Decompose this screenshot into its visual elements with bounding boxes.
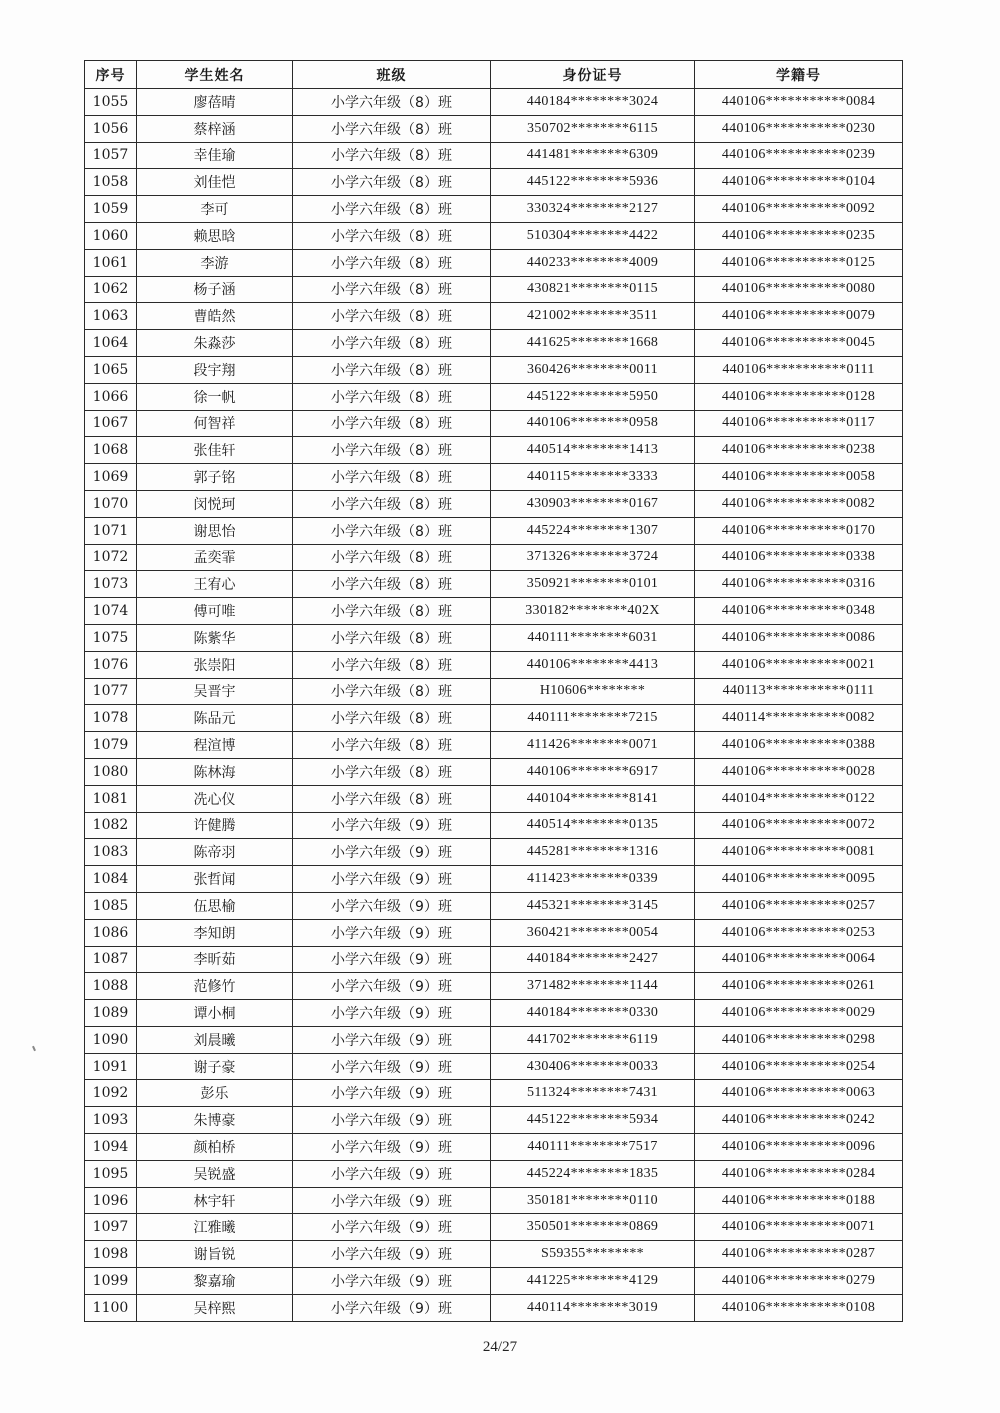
table-row (85, 1214, 903, 1241)
cell-id: 440514********1413 (491, 437, 695, 464)
cell-id: 360426********0011 (491, 356, 695, 383)
cell-sid: 440106***********0111 (695, 356, 903, 383)
cell-sid: 440106***********0188 (695, 1187, 903, 1214)
table-row (85, 892, 903, 919)
cell-name: 李知朗 (137, 919, 293, 946)
cell-id: 371326********3724 (491, 544, 695, 571)
cell-class: 小学六年级（9）班 (293, 1268, 491, 1295)
cell-class: 小学六年级（9）班 (293, 812, 491, 839)
cell-sid: 440106***********0058 (695, 464, 903, 491)
cell-id: 445122********5934 (491, 1107, 695, 1134)
cell-seq: 1077 (85, 678, 137, 705)
cell-id: S59355******** (491, 1241, 695, 1268)
cell-name: 幸佳瑜 (137, 142, 293, 169)
cell-name: 许健腾 (137, 812, 293, 839)
cell-sid: 440106***********0128 (695, 383, 903, 410)
table-row (85, 1294, 903, 1321)
cell-name: 李可 (137, 196, 293, 223)
table-row (85, 598, 903, 625)
cell-seq: 1093 (85, 1107, 137, 1134)
cell-sid: 440106***********0279 (695, 1268, 903, 1295)
cell-name: 陈林海 (137, 758, 293, 785)
table-row (85, 705, 903, 732)
table-row (85, 651, 903, 678)
table-row (85, 330, 903, 357)
cell-name: 曹皓然 (137, 303, 293, 330)
cell-class: 小学六年级（8）班 (293, 89, 491, 116)
cell-name: 陈紫华 (137, 624, 293, 651)
cell-sid: 440113***********0111 (695, 678, 903, 705)
table-row (85, 464, 903, 491)
cell-name: 林宇轩 (137, 1187, 293, 1214)
cell-id: 445321********3145 (491, 892, 695, 919)
cell-class: 小学六年级（8）班 (293, 115, 491, 142)
cell-sid: 440106***********0095 (695, 866, 903, 893)
cell-name: 颜柏桥 (137, 1134, 293, 1161)
cell-class: 小学六年级（9）班 (293, 1294, 491, 1321)
cell-name: 徐一帆 (137, 383, 293, 410)
cell-class: 小学六年级（9）班 (293, 1053, 491, 1080)
cell-name: 杨子涵 (137, 276, 293, 303)
cell-name: 陈帝羽 (137, 839, 293, 866)
table-row (85, 1268, 903, 1295)
cell-name: 张哲闻 (137, 866, 293, 893)
cell-class: 小学六年级（8）班 (293, 464, 491, 491)
table-row (85, 517, 903, 544)
cell-seq: 1069 (85, 464, 137, 491)
cell-name: 刘佳恺 (137, 169, 293, 196)
cell-class: 小学六年级（9）班 (293, 866, 491, 893)
cell-name: 冼心仪 (137, 785, 293, 812)
cell-seq: 1079 (85, 732, 137, 759)
cell-id: 440184********2427 (491, 946, 695, 973)
cell-id: 430821********0115 (491, 276, 695, 303)
cell-id: 421002********3511 (491, 303, 695, 330)
cell-seq: 1059 (85, 196, 137, 223)
cell-class: 小学六年级（8）班 (293, 249, 491, 276)
cell-seq: 1072 (85, 544, 137, 571)
cell-name: 江雅曦 (137, 1214, 293, 1241)
cell-class: 小学六年级（8）班 (293, 437, 491, 464)
cell-class: 小学六年级（8）班 (293, 571, 491, 598)
cell-seq: 1055 (85, 89, 137, 116)
cell-name: 陈品元 (137, 705, 293, 732)
cell-class: 小学六年级（9）班 (293, 973, 491, 1000)
cell-class: 小学六年级（8）班 (293, 785, 491, 812)
cell-sid: 440106***********0045 (695, 330, 903, 357)
cell-seq: 1067 (85, 410, 137, 437)
cell-seq: 1085 (85, 892, 137, 919)
table-row (85, 624, 903, 651)
table-row (85, 437, 903, 464)
cell-class: 小学六年级（8）班 (293, 196, 491, 223)
cell-sid: 440106***********0028 (695, 758, 903, 785)
cell-id: 440514********0135 (491, 812, 695, 839)
cell-seq: 1075 (85, 624, 137, 651)
cell-class: 小学六年级（9）班 (293, 892, 491, 919)
cell-seq: 1100 (85, 1294, 137, 1321)
page-number: 24/27 (482, 1339, 518, 1355)
cell-sid: 440106***********0253 (695, 919, 903, 946)
cell-id: 430903********0167 (491, 490, 695, 517)
cell-id: 510304********4422 (491, 222, 695, 249)
cell-class: 小学六年级（9）班 (293, 1160, 491, 1187)
cell-sid: 440106***********0238 (695, 437, 903, 464)
table-row (85, 866, 903, 893)
cell-name: 李游 (137, 249, 293, 276)
cell-seq: 1095 (85, 1160, 137, 1187)
cell-class: 小学六年级（8）班 (293, 678, 491, 705)
cell-sid: 440106***********0254 (695, 1053, 903, 1080)
cell-seq: 1060 (85, 222, 137, 249)
cell-class: 小学六年级（8）班 (293, 758, 491, 785)
cell-name: 彭乐 (137, 1080, 293, 1107)
table-row (85, 1160, 903, 1187)
table-row (85, 1241, 903, 1268)
header-student-name: 学生姓名 (137, 61, 293, 89)
cell-class: 小学六年级（8）班 (293, 276, 491, 303)
table-row (85, 89, 903, 116)
cell-name: 吴梓熙 (137, 1294, 293, 1321)
cell-sid: 440106***********0071 (695, 1214, 903, 1241)
cell-id: 440106********4413 (491, 651, 695, 678)
cell-name: 傅可唯 (137, 598, 293, 625)
cell-class: 小学六年级（9）班 (293, 839, 491, 866)
table-row (85, 946, 903, 973)
cell-class: 小学六年级（9）班 (293, 1241, 491, 1268)
cell-id: 440184********0330 (491, 1000, 695, 1027)
cell-id: 440111********7215 (491, 705, 695, 732)
cell-id: 441225********4129 (491, 1268, 695, 1295)
cell-name: 闵悦珂 (137, 490, 293, 517)
cell-sid: 440106***********0125 (695, 249, 903, 276)
cell-seq: 1094 (85, 1134, 137, 1161)
cell-id: 440111********7517 (491, 1134, 695, 1161)
student-roster-table (84, 60, 903, 1322)
cell-name: 吴锐盛 (137, 1160, 293, 1187)
cell-name: 范修竹 (137, 973, 293, 1000)
table-row (85, 785, 903, 812)
cell-name: 谢旨锐 (137, 1241, 293, 1268)
cell-sid: 440106***********0298 (695, 1026, 903, 1053)
cell-seq: 1083 (85, 839, 137, 866)
table-row (85, 1134, 903, 1161)
cell-name: 谭小桐 (137, 1000, 293, 1027)
table-row (85, 678, 903, 705)
cell-class: 小学六年级（8）班 (293, 490, 491, 517)
cell-id: 430406********0033 (491, 1053, 695, 1080)
cell-name: 廖蓓晴 (137, 89, 293, 116)
cell-id: 350921********0101 (491, 571, 695, 598)
table-row (85, 732, 903, 759)
table-row (85, 1053, 903, 1080)
cell-id: 440106********6917 (491, 758, 695, 785)
cell-id: 445224********1835 (491, 1160, 695, 1187)
cell-seq: 1061 (85, 249, 137, 276)
cell-seq: 1087 (85, 946, 137, 973)
cell-sid: 440106***********0287 (695, 1241, 903, 1268)
cell-seq: 1066 (85, 383, 137, 410)
cell-sid: 440106***********0230 (695, 115, 903, 142)
cell-seq: 1097 (85, 1214, 137, 1241)
cell-class: 小学六年级（8）班 (293, 330, 491, 357)
table-row (85, 1187, 903, 1214)
cell-sid: 440106***********0239 (695, 142, 903, 169)
cell-id: 330182********402X (491, 598, 695, 625)
cell-seq: 1081 (85, 785, 137, 812)
cell-seq: 1064 (85, 330, 137, 357)
cell-name: 孟奕霏 (137, 544, 293, 571)
cell-seq: 1057 (85, 142, 137, 169)
cell-name: 王宥心 (137, 571, 293, 598)
table-row (85, 169, 903, 196)
cell-id: 441481********6309 (491, 142, 695, 169)
cell-seq: 1076 (85, 651, 137, 678)
cell-sid: 440106***********0242 (695, 1107, 903, 1134)
table-row (85, 115, 903, 142)
table-row (85, 142, 903, 169)
table-row (85, 276, 903, 303)
cell-id: 330324********2127 (491, 196, 695, 223)
table-row (85, 571, 903, 598)
cell-seq: 1070 (85, 490, 137, 517)
cell-seq: 1098 (85, 1241, 137, 1268)
cell-class: 小学六年级（8）班 (293, 383, 491, 410)
cell-id: 411423********0339 (491, 866, 695, 893)
cell-class: 小学六年级（8）班 (293, 356, 491, 383)
cell-id: 350501********0869 (491, 1214, 695, 1241)
cell-seq: 1088 (85, 973, 137, 1000)
table-row (85, 1080, 903, 1107)
cell-seq: 1071 (85, 517, 137, 544)
cell-sid: 440106***********0080 (695, 276, 903, 303)
cell-id: 441702********6119 (491, 1026, 695, 1053)
cell-name: 朱博豪 (137, 1107, 293, 1134)
cell-sid: 440106***********0081 (695, 839, 903, 866)
cell-sid: 440106***********0235 (695, 222, 903, 249)
cell-id: 411426********0071 (491, 732, 695, 759)
cell-id: 440114********3019 (491, 1294, 695, 1321)
cell-seq: 1058 (85, 169, 137, 196)
cell-name: 谢思怡 (137, 517, 293, 544)
cell-class: 小学六年级（9）班 (293, 1134, 491, 1161)
cell-sid: 440106***********0108 (695, 1294, 903, 1321)
cell-name: 蔡梓涵 (137, 115, 293, 142)
cell-name: 何智祥 (137, 410, 293, 437)
table-row (85, 383, 903, 410)
cell-class: 小学六年级（8）班 (293, 732, 491, 759)
cell-sid: 440106***********0092 (695, 196, 903, 223)
cell-sid: 440106***********0029 (695, 1000, 903, 1027)
cell-id: 511324********7431 (491, 1080, 695, 1107)
cell-sid: 440106***********0064 (695, 946, 903, 973)
table-row (85, 839, 903, 866)
cell-name: 赖思晗 (137, 222, 293, 249)
table-row (85, 490, 903, 517)
cell-id: 445122********5950 (491, 383, 695, 410)
cell-sid: 440106***********0388 (695, 732, 903, 759)
cell-id: 445224********1307 (491, 517, 695, 544)
cell-id: 440106********0958 (491, 410, 695, 437)
cell-id: 350702********6115 (491, 115, 695, 142)
cell-seq: 1062 (85, 276, 137, 303)
cell-seq: 1063 (85, 303, 137, 330)
table-row (85, 222, 903, 249)
cell-name: 张崇阳 (137, 651, 293, 678)
cell-id: 360421********0054 (491, 919, 695, 946)
cell-id: 440115********3333 (491, 464, 695, 491)
cell-sid: 440106***********0170 (695, 517, 903, 544)
cell-sid: 440106***********0338 (695, 544, 903, 571)
cell-name: 黎嘉瑜 (137, 1268, 293, 1295)
header-id-number: 身份证号 (491, 61, 695, 89)
cell-sid: 440106***********0072 (695, 812, 903, 839)
table-row (85, 1026, 903, 1053)
table-row (85, 196, 903, 223)
cell-class: 小学六年级（9）班 (293, 1080, 491, 1107)
table-row (85, 973, 903, 1000)
table-row (85, 544, 903, 571)
cell-name: 谢子豪 (137, 1053, 293, 1080)
cell-seq: 1084 (85, 866, 137, 893)
cell-class: 小学六年级（8）班 (293, 303, 491, 330)
cell-sid: 440106***********0086 (695, 624, 903, 651)
cell-sid: 440114***********0082 (695, 705, 903, 732)
cell-name: 郭子铭 (137, 464, 293, 491)
cell-id: 440184********3024 (491, 89, 695, 116)
cell-class: 小学六年级（8）班 (293, 410, 491, 437)
cell-seq: 1080 (85, 758, 137, 785)
roster-body (85, 89, 903, 1322)
cell-sid: 440104***********0122 (695, 785, 903, 812)
cell-seq: 1074 (85, 598, 137, 625)
cell-name: 伍思榆 (137, 892, 293, 919)
cell-name: 吴晋宇 (137, 678, 293, 705)
header-row (85, 61, 903, 89)
table-row (85, 410, 903, 437)
table-row (85, 303, 903, 330)
cell-class: 小学六年级（9）班 (293, 1214, 491, 1241)
scan-mark (32, 1046, 36, 1051)
cell-seq: 1092 (85, 1080, 137, 1107)
header-class: 班级 (293, 61, 491, 89)
cell-seq: 1089 (85, 1000, 137, 1027)
cell-id: 441625********1668 (491, 330, 695, 357)
cell-name: 朱淼莎 (137, 330, 293, 357)
cell-class: 小学六年级（9）班 (293, 946, 491, 973)
cell-sid: 440106***********0348 (695, 598, 903, 625)
cell-sid: 440106***********0079 (695, 303, 903, 330)
cell-sid: 440106***********0117 (695, 410, 903, 437)
table-row (85, 356, 903, 383)
cell-sid: 440106***********0257 (695, 892, 903, 919)
cell-seq: 1099 (85, 1268, 137, 1295)
cell-seq: 1056 (85, 115, 137, 142)
cell-name: 刘晨曦 (137, 1026, 293, 1053)
cell-sid: 440106***********0261 (695, 973, 903, 1000)
cell-sid: 440106***********0021 (695, 651, 903, 678)
table-row (85, 758, 903, 785)
cell-class: 小学六年级（8）班 (293, 705, 491, 732)
cell-seq: 1086 (85, 919, 137, 946)
cell-seq: 1065 (85, 356, 137, 383)
cell-seq: 1096 (85, 1187, 137, 1214)
table-row (85, 919, 903, 946)
cell-sid: 440106***********0316 (695, 571, 903, 598)
table-row (85, 1000, 903, 1027)
cell-seq: 1073 (85, 571, 137, 598)
cell-id: 440233********4009 (491, 249, 695, 276)
cell-id: 445122********5936 (491, 169, 695, 196)
cell-name: 段宇翔 (137, 356, 293, 383)
cell-seq: 1068 (85, 437, 137, 464)
table-row (85, 1107, 903, 1134)
cell-class: 小学六年级（8）班 (293, 222, 491, 249)
table-row (85, 812, 903, 839)
cell-seq: 1091 (85, 1053, 137, 1080)
cell-sid: 440106***********0084 (695, 89, 903, 116)
cell-class: 小学六年级（9）班 (293, 1000, 491, 1027)
cell-class: 小学六年级（8）班 (293, 651, 491, 678)
cell-id: 350181********0110 (491, 1187, 695, 1214)
cell-id: 440111********6031 (491, 624, 695, 651)
cell-class: 小学六年级（8）班 (293, 598, 491, 625)
header-seq: 序号 (85, 61, 137, 89)
cell-name: 张佳轩 (137, 437, 293, 464)
cell-seq: 1090 (85, 1026, 137, 1053)
header-student-number: 学籍号 (695, 61, 903, 89)
cell-sid: 440106***********0063 (695, 1080, 903, 1107)
cell-class: 小学六年级（8）班 (293, 624, 491, 651)
cell-id: 445281********1316 (491, 839, 695, 866)
cell-name: 程渲博 (137, 732, 293, 759)
cell-seq: 1082 (85, 812, 137, 839)
cell-class: 小学六年级（9）班 (293, 919, 491, 946)
cell-class: 小学六年级（8）班 (293, 544, 491, 571)
cell-id: H10606******** (491, 678, 695, 705)
cell-class: 小学六年级（9）班 (293, 1026, 491, 1053)
cell-sid: 440106***********0082 (695, 490, 903, 517)
cell-class: 小学六年级（8）班 (293, 517, 491, 544)
cell-class: 小学六年级（8）班 (293, 142, 491, 169)
cell-class: 小学六年级（9）班 (293, 1187, 491, 1214)
cell-class: 小学六年级（9）班 (293, 1107, 491, 1134)
cell-id: 371482********1144 (491, 973, 695, 1000)
table-row (85, 249, 903, 276)
cell-id: 440104********8141 (491, 785, 695, 812)
cell-seq: 1078 (85, 705, 137, 732)
cell-class: 小学六年级（8）班 (293, 169, 491, 196)
cell-name: 李昕茹 (137, 946, 293, 973)
cell-sid: 440106***********0104 (695, 169, 903, 196)
cell-sid: 440106***********0096 (695, 1134, 903, 1161)
cell-sid: 440106***********0284 (695, 1160, 903, 1187)
